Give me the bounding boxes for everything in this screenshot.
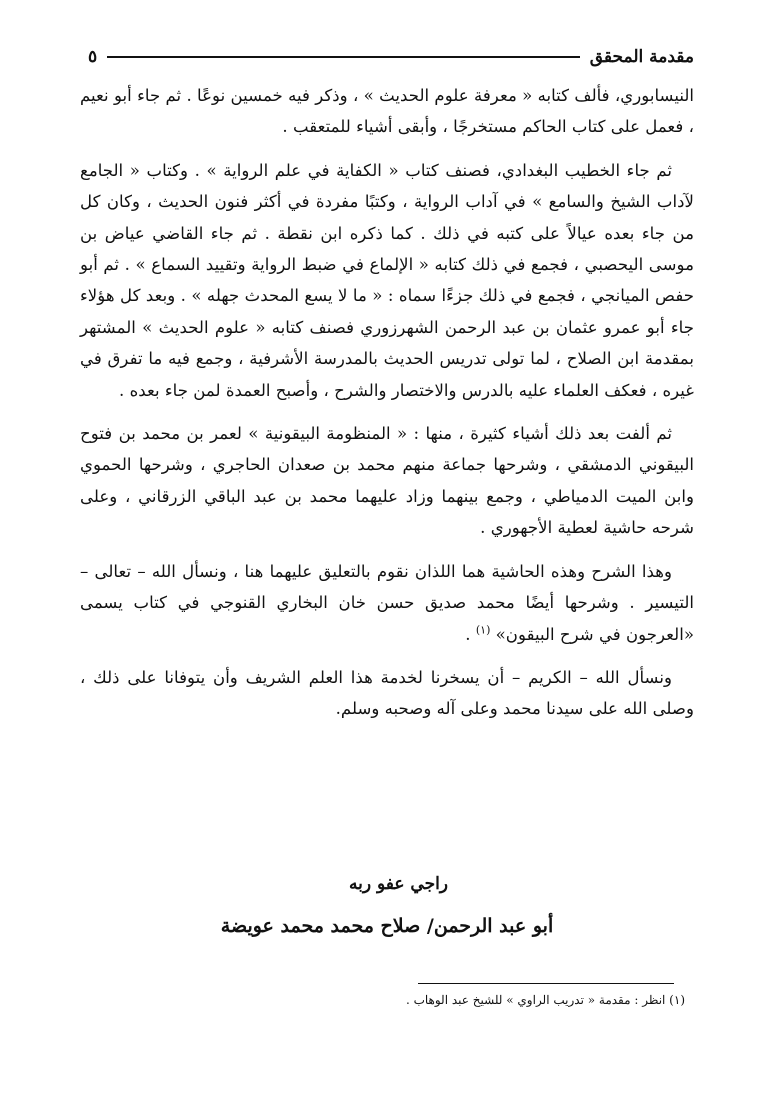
paragraph: ونسأل الله – الكريم – أن يسخرنا لخدمة هذا العلم الشريف وأن يتوفانا على ذلك ، وصلى الله على سيدنا محمد وعلى آله وصحبه وسلم.	[80, 667, 694, 719]
paragraph: ثم جاء الخطيب البغدادي، فصنف كتاب « الكفاية في علم الرواية » . وكتاب « الجامع لآداب الشيخ والسامع » في آداب الرواية ، وكتبًا مفردة في أكثر فنون الحديث ، وكان كل من جاء بعده عيالاً على كتبه في ذلك . كما ذكره ابن نقطة . ثم جاء القاضي عياض بن موسى اليحصبي ، فجمع في ذلك كتابه « الإلماع في ضبط الرواية وتقييد السماع » . ثم أبو حفص الميانجي ، فجمع في ذلك جزءًا سماه : « ما لا يسع المحدث جهله » . وبعد كل هؤلاء جاء أبو عمرو عثمان بن عبد الرحمن الشهرزوري فصنف كتابه « علوم الحديث » المشتهر بمقدمة ابن الصلاح ، لما تولى تدريس الحديث بالمدرسة الأشرفية ، وجمع فيه ما تفرق في غيره ، فعكف العلماء عليه بالدرس والاختصار والشرح ، وأصبح العمدة لمن جاء بعده .	[80, 160, 694, 400]
footnote-rule	[418, 983, 674, 984]
paragraph: وهذا الشرح وهذه الحاشية هما اللذان نقوم بالتعليق عليهما هنا ، ونسأل الله – تعالى – التيسير . وشرحها أيضًا محمد صديق حسن خان البخاري القنوجي في كتاب يسمى «العرجون في شرح البيقون» $^{(١)}$ .	[80, 561, 694, 644]
running-title: مقدمة المحقق	[589, 47, 694, 67]
header-rule	[107, 56, 580, 58]
paragraph: ثم ألفت بعد ذلك أشياء كثيرة ، منها : « المنظومة البيقونية » لعمر بن محمد بن فتوح البيقوني الدمشقي ، وشرحها جماعة منهم محمد بن صعدان الحاجري ، وشرحها الحموي وابن الميت الدمياطي ، وجمع بينهما وزاد عليهما محمد بن عبد الباقي الزرقاني ، وعلى شرحه حاشية لعطية الأجهوري .	[80, 424, 694, 538]
page-number: ٥	[88, 47, 98, 67]
footnote: (١) انظر : مقدمة « تدريب الراوي » للشيخ عبد الوهاب .	[405, 993, 685, 1007]
signature-line-2: أبو عبد الرحمن/ صلاح محمد محمد عويضة	[220, 915, 554, 937]
paragraph-text: وهذا الشرح وهذه الحاشية هما اللذان نقوم بالتعليق عليهما هنا ، ونسأل الله – تعالى – التيسير . وشرحها أيضًا محمد صديق حسن خان البخاري القنوجي في كتاب يسمى «العرجون في شرح البيقون»	[80, 561, 694, 644]
paragraph: النيسابوري، فألف كتابه « معرفة علوم الحديث » ، وذكر فيه خمسين نوعًا . ثم جاء أبو نعيم ، فعمل على كتاب الحاكم مستخرجًا ، وأبقى أشياء للمتعقب .	[80, 86, 694, 137]
page-body	[80, 80, 694, 725]
page-header	[88, 40, 694, 74]
footnote-marker: (١)	[475, 622, 491, 636]
signature-line-1: راجي عفو ربه	[348, 874, 449, 894]
